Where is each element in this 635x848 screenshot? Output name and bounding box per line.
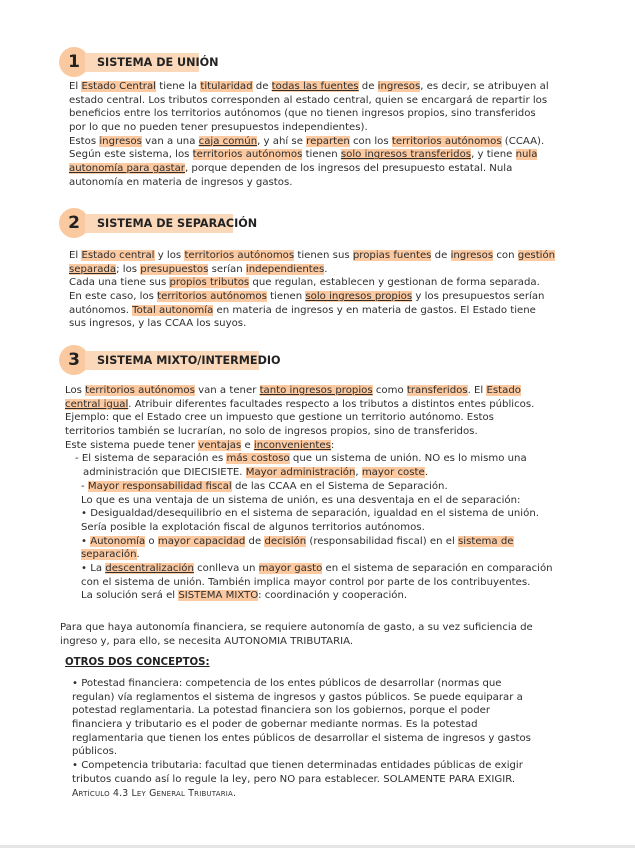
text-line: Estos ingresos van a una caja común, y ahí se reparten con los territorios autónomos (CCAA).	[69, 135, 545, 147]
text-line: estado central. Los tributos corresponden al estado central, quien se encargará de repartir los	[69, 94, 548, 106]
section-1-header	[59, 47, 259, 77]
section-3-header	[59, 345, 299, 375]
text-line: territorios también se lucrarían, no solo de ingresos propios, sino de transferidos.	[65, 426, 478, 438]
text-line: • Competencia tributaria: facultad que tienen determinadas entidades públicas de exigir	[72, 760, 523, 772]
text-line: tributos cuando así lo regule la ley, pero NO para establecer. SOLAMENTE PARA EXIGIR.	[72, 773, 516, 785]
text-line: Lo que es una ventaja de un sistema de unión, es una desventaja en el de separación:	[81, 494, 521, 506]
closing-paragraph	[60, 621, 533, 648]
text-line: Los territorios autónomos van a tener tanto ingresos propios como transferidos. El Estado	[65, 385, 521, 396]
section-number-badge: 1	[59, 47, 89, 77]
section-title: SISTEMA DE UNIÓN	[85, 53, 199, 72]
text-line: • La descentralización conlleva un mayor gasto en el sistema de separación en comparación	[81, 562, 553, 574]
subheading-otros-conceptos: OTROS DOS CONCEPTOS:	[65, 657, 210, 668]
section-3-body	[65, 384, 553, 603]
text-line: ingreso y, para ello, se necesita AUTONOMIA TRIBUTARIA.	[60, 635, 354, 647]
law-reference: Artículo 4.3 Ley General Tributaria.	[72, 787, 237, 799]
text-line: sus ingresos, y las CCAA los suyos.	[69, 318, 247, 330]
text-line: públicos.	[72, 746, 118, 758]
text-line: - Mayor responsabilidad fiscal de las CCAA en el Sistema de Separación.	[81, 480, 448, 492]
text-line: Ejemplo: que el Estado cree un impuesto que gestione un territorio autónomo. Estos	[65, 412, 494, 424]
text-line: autonomía en materia de ingresos y gastos.	[69, 176, 293, 188]
text-line: beneficios entre los territorios autónomos (que no tienen ingresos propios, sino transferidos	[69, 108, 536, 120]
text-line: Para que haya autonomía financiera, se requiere autonomía de gasto, a su vez suficiencia de	[60, 622, 533, 633]
text-line: • Potestad financiera: competencia de los entes públicos de desarrollar (normas que	[72, 678, 502, 689]
text-line: • Autonomía o mayor capacidad de decisión (responsabilidad fiscal) en el sistema de	[81, 535, 514, 547]
text-line: Sería posible la explotación fiscal de algunos territorios autónomos.	[81, 521, 425, 533]
text-line: Según este sistema, los territorios autónomos tienen solo ingresos transferidos, y tiene nula	[69, 149, 538, 161]
section-number-badge: 2	[59, 208, 89, 238]
section-title: SISTEMA DE SEPARACIÓN	[85, 214, 233, 233]
text-line: separación.	[81, 549, 140, 561]
section-2-header	[59, 208, 279, 238]
text-line: central igual. Atribuir diferentes facultades respecto a los tributos a distintos entes públicos.	[65, 398, 535, 410]
otros-conceptos-body	[72, 677, 531, 800]
text-line: regulan) vía reglamentos el sistema de ingresos y gastos públicos. Se puede equiparar a	[72, 691, 523, 703]
text-line: autonomía para gastar, porque dependen de los ingresos del presupuesto estatal. Nula	[69, 163, 513, 175]
text-line: En este caso, los territorios autónomos tienen solo ingresos propios y los presupuestos serían	[69, 291, 545, 303]
text-line: - El sistema de separación es más costoso que un sistema de unión. NO es lo mismo una	[75, 453, 527, 465]
text-line: • Desigualdad/desequilibrio en el sistema de separación, igualdad en el sistema de unión.	[81, 508, 539, 520]
section-2-body	[69, 249, 555, 331]
text-line: financiera y tributario es el poder de gobernar mediante normas. Es la potestad	[72, 719, 478, 731]
text-line: Este sistema puede tener ventajas e inconvenientes:	[65, 439, 335, 451]
text-line: autónomos. Total autonomía en materia de ingresos y en materia de gastos. El Estado tiene	[69, 304, 536, 316]
section-1-body	[69, 80, 549, 190]
text-line: potestad reglamentaria. La potestad financiera son los gobiernos, porque el poder	[72, 705, 491, 717]
section-number-badge: 3	[59, 345, 89, 375]
text-line: La solución será el SISTEMA MIXTO: coordinación y cooperación.	[81, 590, 408, 602]
text-line: El Estado central y los territorios autónomos tienen sus propias fuentes de ingresos con gestión	[69, 250, 556, 261]
text-line: reglamentaria que tienen los entes públicos de desarrollar el sistema de ingresos y gastos	[72, 732, 531, 744]
text-line: El Estado Central tiene la titularidad de todas las fuentes de ingresos, es decir, se atribuyen al	[69, 81, 549, 92]
section-title: SISTEMA MIXTO/INTERMEDIO	[85, 351, 259, 370]
text-line: separada; los presupuestos serían independientes.	[69, 263, 328, 275]
text-line: con el sistema de unión. También implica mayor control por parte de los contribuyentes.	[81, 576, 531, 588]
text-line: por lo que no pueden tener presupuestos independientes).	[69, 122, 368, 134]
text-line: Cada una tiene sus propios tributos que regulan, establecen y gestionan de forma separada.	[69, 277, 540, 289]
text-line: administración que DIECISIETE. Mayor administración, mayor coste.	[83, 467, 428, 479]
